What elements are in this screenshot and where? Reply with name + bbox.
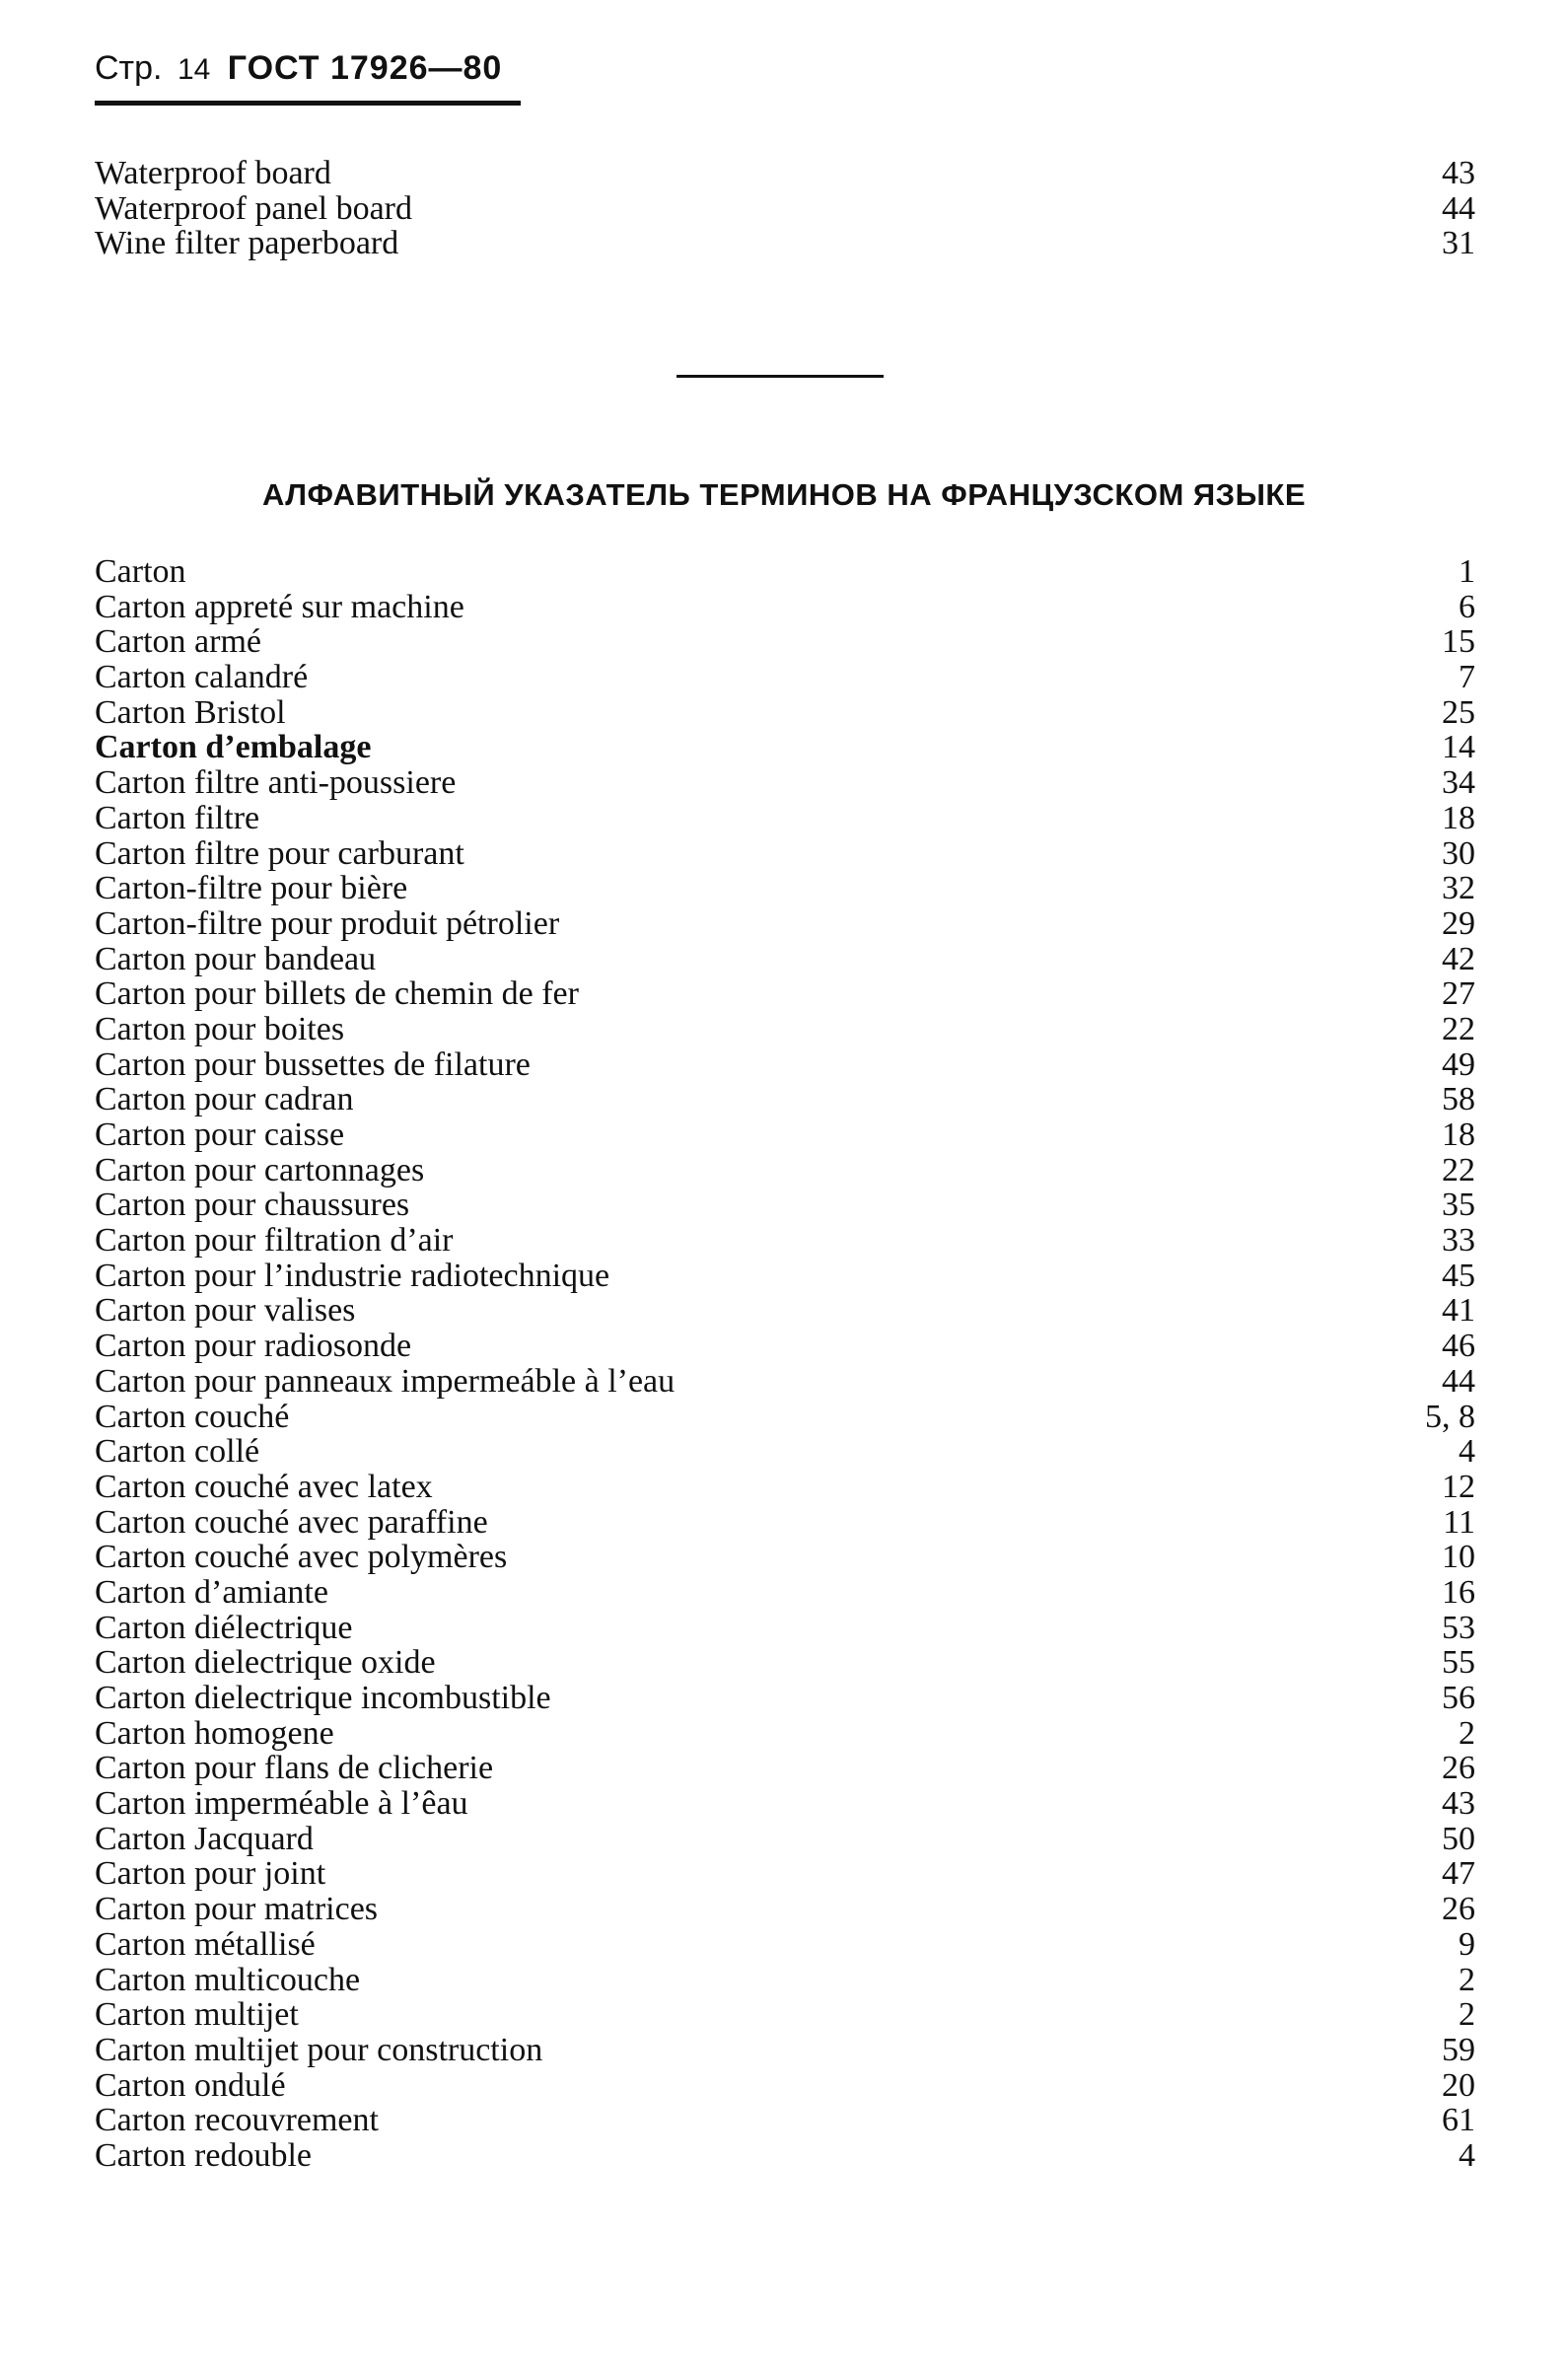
entry-term: Carton pour matrices [95,1891,379,1928]
entry-reference: 44 [1442,189,1475,227]
entry-term: Carton d’amiante [95,1573,328,1611]
entry-reference: 18 [1442,1116,1475,1153]
entry-reference: 26 [1442,1750,1475,1787]
index-entry [95,1400,1475,1435]
entry-reference: 43 [1442,1785,1475,1823]
entry-term: Carton couché avec polymères [95,1539,508,1576]
entry-reference: 11 [1443,1503,1475,1541]
entry-reference: 58 [1442,1081,1475,1118]
english-index-list [95,156,1475,261]
entry-term: Carton pour joint [95,1855,326,1893]
entry-reference: 25 [1442,693,1475,731]
entry-term: Carton couché [95,1398,290,1435]
index-entry [95,695,1475,731]
page-label: Стр. [95,49,163,87]
entry-term: Carton pour caisse [95,1116,345,1153]
entry-term: Carton ondulé [95,2066,286,2104]
index-entry [95,624,1475,660]
entry-reference: 46 [1442,1328,1475,1365]
entry-term: Carton multijet pour construction [95,2031,543,2068]
index-entry [95,871,1475,906]
entry-term: Carton multijet [95,1996,299,2034]
page-header [95,49,502,88]
entry-reference: 29 [1442,904,1475,942]
entry-term: Carton couché avec paraffine [95,1503,488,1541]
entry-reference: 56 [1442,1680,1475,1716]
index-entry [95,1963,1475,1998]
entry-term: Carton appreté sur machine [95,588,464,625]
index-entry [95,1681,1475,1716]
entry-reference: 35 [1442,1187,1475,1224]
entry-reference: 10 [1442,1539,1475,1576]
index-entry [95,1012,1475,1047]
index-entry [95,1434,1475,1470]
entry-term: Carton homogene [95,1714,334,1752]
entry-term: Carton [95,553,186,590]
entry-term: Carton pour filtration d’air [95,1222,454,1259]
entry-reference: 55 [1442,1644,1475,1682]
section-divider [677,375,884,378]
entry-term: Carton pour radiosonde [95,1328,412,1365]
entry-term: Carton recouvrement [95,2102,379,2139]
entry-term: Carton redouble [95,2136,312,2174]
entry-term: Carton Bristol [95,693,286,731]
entry-term: Carton pour bandeau [95,940,377,977]
entry-reference: 47 [1442,1855,1475,1893]
index-entry [95,836,1475,872]
index-entry [95,191,1475,227]
index-entry [95,226,1475,261]
index-entry [95,1540,1475,1575]
entry-reference: 50 [1442,1820,1475,1857]
entry-reference: 31 [1442,225,1475,262]
index-entry [95,1047,1475,1083]
entry-reference: 49 [1442,1045,1475,1083]
french-index-list [95,554,1475,2174]
entry-reference: 42 [1442,940,1475,977]
entry-reference: 12 [1442,1468,1475,1505]
entry-reference: 15 [1442,623,1475,661]
entry-term: Carton-filtre pour produit pétrolier [95,904,560,942]
entry-term: Carton pour l’industrie radiotechnique [95,1257,610,1294]
index-entry [95,1223,1475,1259]
entry-reference: 4 [1459,2136,1475,2174]
entry-term: Carton filtre anti-poussiere [95,764,457,802]
index-entry [95,1188,1475,1223]
index-entry [95,1364,1475,1400]
standard-designation: ГОСТ 17926—80 [227,49,503,87]
entry-term: Carton dielectrique incombustible [95,1680,551,1716]
entry-reference: 43 [1442,155,1475,191]
entry-term: Carton pour flans de clicherie [95,1750,494,1787]
entry-reference: 45 [1442,1257,1475,1294]
entry-term: Carton diélectrique [95,1609,353,1646]
entry-reference: 6 [1459,588,1475,625]
entry-reference: 34 [1442,764,1475,802]
entry-term: Carton pour panneaux impermeáble à l’eau [95,1362,676,1400]
entry-term: Carton pour boites [95,1010,345,1047]
index-entry [95,1470,1475,1505]
entry-term: Carton pour bussettes de filature [95,1045,531,1083]
entry-term: Carton imperméable à l’êau [95,1785,468,1823]
entry-term: Waterproof board [95,155,331,191]
entry-term: Carton collé [95,1433,260,1471]
entry-term: Carton métallisé [95,1925,316,1963]
entry-reference: 44 [1442,1362,1475,1400]
entry-reference: 22 [1442,1010,1475,1047]
entry-term: Carton Jacquard [95,1820,314,1857]
index-entry [95,1786,1475,1822]
entry-term: Carton pour chaussures [95,1187,410,1224]
entry-reference: 27 [1442,975,1475,1013]
entry-reference: 26 [1442,1891,1475,1928]
index-entry [95,1822,1475,1857]
index-entry [95,1856,1475,1892]
entry-term: Carton filtre pour carburant [95,834,464,872]
entry-reference: 2 [1459,1961,1475,1998]
header-rule [95,101,521,106]
index-entry [95,1611,1475,1646]
entry-reference: 2 [1459,1714,1475,1752]
index-entry [95,942,1475,977]
section-heading: АЛФАВИТНЫЙ УКАЗАТЕЛЬ ТЕРМИНОВ НА ФРАНЦУЗСКОМ ЯЗЫКЕ [261,477,1307,512]
index-entry [95,730,1475,765]
index-entry [95,976,1475,1012]
entry-reference: 14 [1442,729,1475,766]
index-entry [95,1716,1475,1752]
entry-reference: 22 [1442,1151,1475,1188]
index-entry [95,1153,1475,1188]
entry-reference: 30 [1442,834,1475,872]
entry-term: Waterproof panel board [95,189,413,227]
index-entry [95,2068,1475,2104]
index-entry [95,2138,1475,2174]
entry-term: Carton armé [95,623,261,661]
entry-reference: 16 [1442,1573,1475,1611]
index-entry [95,1259,1475,1294]
entry-reference: 2 [1459,1996,1475,2034]
entry-reference: 20 [1442,2066,1475,2104]
entry-reference: 41 [1442,1292,1475,1330]
entry-reference: 4 [1459,1433,1475,1471]
index-entry [95,554,1475,590]
entry-term: Carton calandré [95,659,309,696]
index-entry [95,906,1475,942]
index-entry [95,1645,1475,1681]
index-entry [95,660,1475,695]
index-entry [95,2033,1475,2068]
entry-term: Carton pour cartonnages [95,1151,425,1188]
entry-reference: 1 [1459,553,1475,590]
entry-term: Wine filter paperboard [95,225,399,262]
entry-reference: 18 [1442,799,1475,836]
index-entry [95,2103,1475,2138]
entry-term: Carton pour valises [95,1292,356,1330]
entry-term: Carton couché avec latex [95,1468,433,1505]
index-entry [95,1117,1475,1153]
entry-reference: 7 [1459,659,1475,696]
entry-term: Carton dielectrique oxide [95,1644,436,1682]
entry-reference: 53 [1442,1609,1475,1646]
entry-term: Carton pour billets de chemin de fer [95,975,579,1013]
entry-term: Carton pour cadran [95,1081,354,1118]
entry-term: Carton d’embalage [95,729,372,766]
index-entry [95,1082,1475,1117]
index-entry [95,1997,1475,2033]
entry-term: Carton filtre [95,799,260,836]
index-entry [95,801,1475,836]
index-entry [95,1927,1475,1963]
index-entry [95,1892,1475,1927]
entry-reference: 5, 8 [1425,1398,1475,1435]
index-entry [95,765,1475,801]
index-entry [95,1505,1475,1541]
entry-reference: 61 [1442,2102,1475,2139]
index-entry [95,1575,1475,1611]
entry-term: Carton multicouche [95,1961,361,1998]
entry-reference: 33 [1442,1222,1475,1259]
index-entry [95,156,1475,191]
index-entry [95,590,1475,625]
entry-reference: 32 [1442,870,1475,907]
index-entry [95,1293,1475,1329]
page-number: 14 [177,53,211,86]
entry-term: Carton-filtre pour bière [95,870,408,907]
entry-reference: 59 [1442,2031,1475,2068]
index-entry [95,1751,1475,1786]
index-entry [95,1329,1475,1364]
entry-reference: 9 [1459,1925,1475,1963]
